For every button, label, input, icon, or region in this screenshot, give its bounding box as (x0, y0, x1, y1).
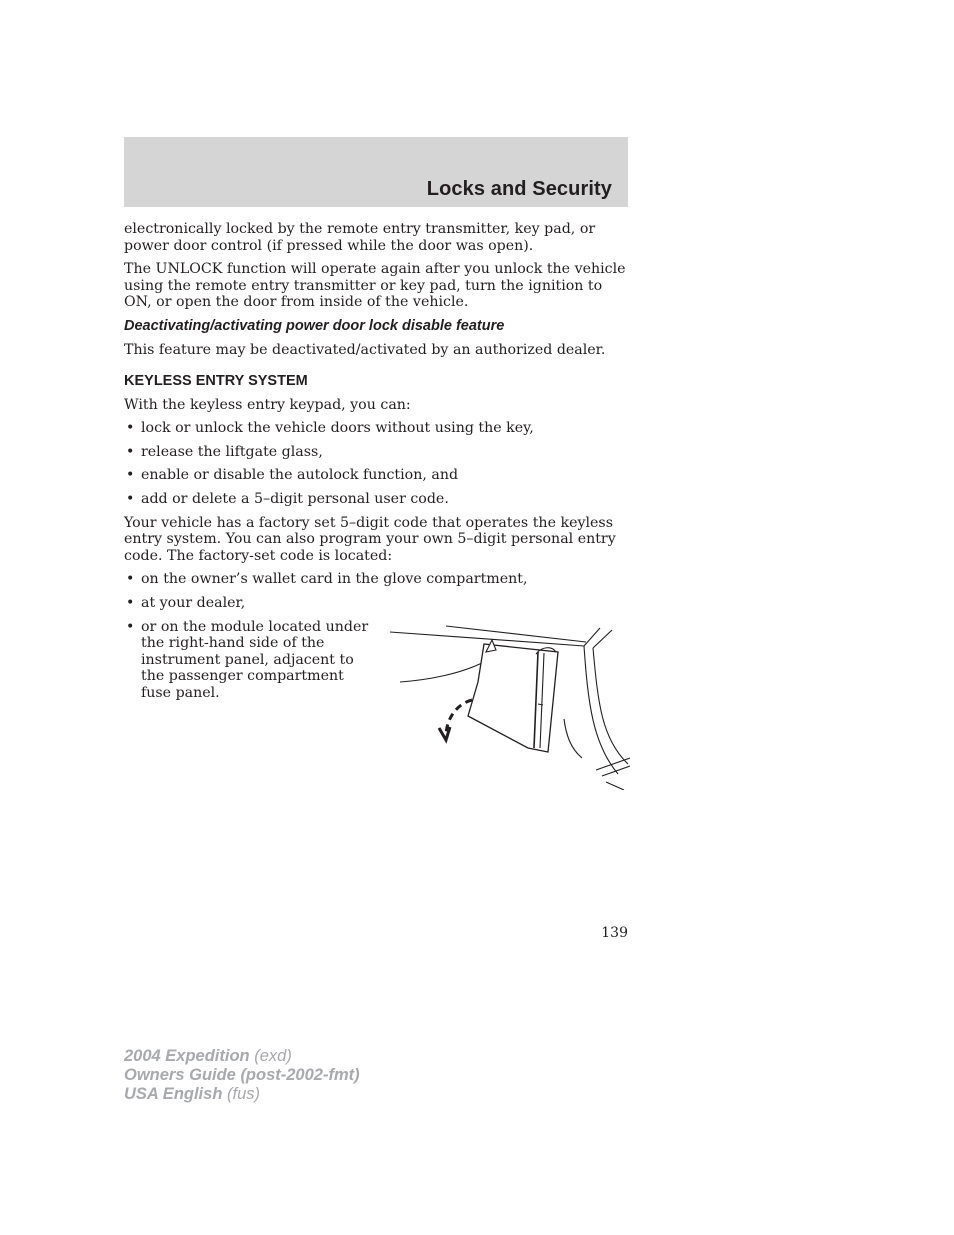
footer-guide: Owners Guide (post-2002-fmt) (124, 1066, 360, 1084)
paragraph-unlock-function: The UNLOCK function will operate again after you unlock the vehicle using the remote entry transmitter or key pad, turn the ignition to ON, or open the door from inside of the vehicle. (124, 261, 626, 311)
bullet: • (126, 594, 135, 611)
page-number: 139 (601, 925, 628, 941)
list-item (124, 467, 628, 484)
fuse-panel-cover (468, 644, 558, 752)
section-heading-keyless-entry: KEYLESS ENTRY SYSTEM (124, 372, 308, 389)
list-item-text: release the liftgate glass, (141, 443, 323, 460)
subheading-lock-disable: Deactivating/activating power door lock disable feature (124, 317, 505, 334)
header-band (124, 137, 628, 207)
bullet: • (126, 420, 135, 437)
paragraph-keypad-intro: With the keyless entry keypad, you can: (124, 396, 411, 413)
footer-doc-info (124, 1047, 360, 1104)
bullet: • (126, 467, 135, 484)
paragraph-dealer-feature: This feature may be deactivated/activated by an authorized dealer. (124, 341, 606, 358)
paragraph-factory-code: Your vehicle has a factory set 5–digit code that operates the keyless entry system. You can also program your own 5–digit personal entry code. The factory-set code is located: (124, 514, 616, 564)
list-item-text: lock or unlock the vehicle doors without using the key, (141, 420, 534, 437)
bullet: • (126, 443, 135, 460)
footer-language: USA English (124, 1085, 223, 1103)
list-item-text: or on the module located under the right-hand side of the instrument panel, adjacent to the passenger compartment fuse panel. (141, 618, 369, 701)
module-location-illustration (388, 624, 630, 790)
arrow-head-icon (439, 727, 450, 740)
list-item-text: on the owner’s wallet card in the glove compartment, (141, 571, 528, 588)
list-item (124, 571, 628, 588)
list-item-text: at your dealer, (141, 594, 246, 611)
list-item-text: enable or disable the autolock function, and (141, 467, 459, 484)
keypad-features-list (124, 420, 628, 507)
bullet: • (126, 618, 135, 635)
paragraph-lock-continued: electronically locked by the remote entry transmitter, key pad, or power door control (if pressed while the door was open). (124, 221, 596, 254)
list-item (124, 491, 628, 508)
footer-model-code: (exd) (254, 1047, 292, 1065)
list-item (124, 595, 628, 612)
list-item (124, 619, 371, 702)
footer-model: 2004 Expedition (124, 1047, 250, 1065)
footer-language-code: (fus) (227, 1085, 260, 1103)
list-item-text: add or delete a 5–digit personal user code. (141, 490, 449, 507)
panel-lower-line (400, 662, 484, 682)
bullet: • (126, 571, 135, 588)
list-item (124, 420, 628, 437)
bullet: • (126, 490, 135, 507)
dash-top-line (446, 626, 586, 642)
page-title: Locks and Security (426, 178, 612, 200)
list-item (124, 444, 628, 461)
